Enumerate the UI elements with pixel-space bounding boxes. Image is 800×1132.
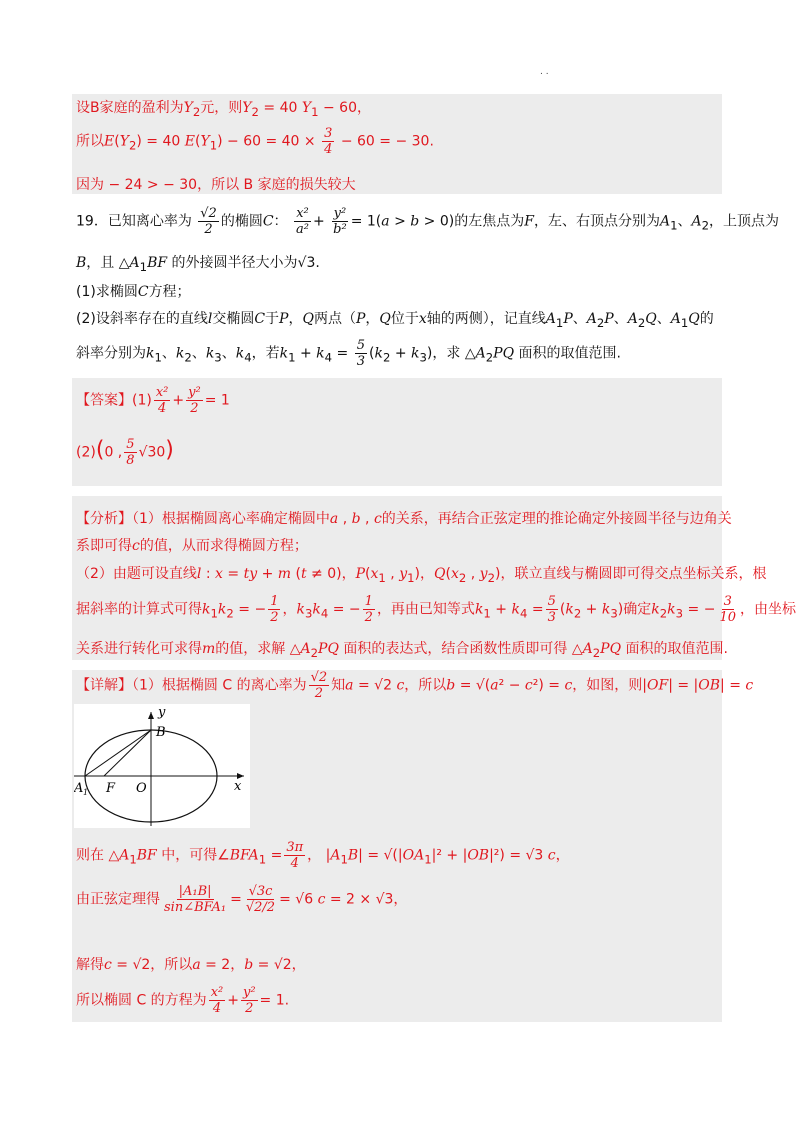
detail-line-5: 所以椭圆 C 的方程为 $\frac{\text{x²}}{4}$ + $\frac{\text{y²}}{2}$ = 1. [76,985,290,1016]
detail-line-2: 则在 $\triangle A_1BF$ 中，可得$\angle BFA_1$ = $\frac{3\pi}{4}$ ， $|A_1B| = √(|OA_1|^2 + |OB|^2) = √3$ c， [76,840,570,871]
header-dots: . . [540,67,549,77]
label-x: x [234,779,242,794]
question-19-part-2-line-2: 斜率分别为$k_1$、$k_2$、$k_3$、$k_4$，若$k_1 + k_4$ = $\frac{5}{3}$ $(k_2 + k_3)$，求 $\triangle A_2PQ$ 面积的取值范围. [76,338,621,369]
detail-line-3: 由正弦定理得 $\frac{\text{|A₁B|}}{\text{sin∠BFA₁}}$ = $\frac{√3c}{√2/2}$ = √6 c = 2 × √3， [76,884,408,915]
question-19-line-1: 19．已知离心率为 $\frac{√2}{2}$ 的椭圆C： $\frac{\text{x²}}{\text{a²}}$ + $\frac{\text{y²}}{\text{b²}}$ = 1(a > b > 0)的左焦点为F，左、右顶点分别为$A_1$、$A_2$，上顶点为 [76,206,780,237]
analysis-line-4: 据斜率的计算式可得$k_1k_2$ = − $\frac{1}{2}$ ，$k_3k_4$ = − $\frac{1}{2}$ ，再由已知等式$k_1 + k_4$ = $\frac{5}{3}$ $(k_2 + k_3)$确定$k_2k_3$ = − $\frac{3}{10}$ ，由坐标 [76,594,796,625]
answer-part-2: (2)(0 , $\frac{5}{8}$ √30) [76,437,174,468]
question-19-part-2-line-1: (2)设斜率存在的直线l交椭圆C于P，Q两点（P，Q位于x轴的两侧），记直线$A_1P$、$A_2P$、$A_2Q$、$A_1Q$的 [76,311,714,330]
label-B: B [156,725,166,740]
analysis-line-2: 系即可得c的值，从而求得椭圆方程； [76,538,308,554]
label-y: y [158,705,166,720]
solution-line-1: 设B家庭的盈利为$Y_2$元，则$Y_2 = 40$ $Y_1 - 60$， [76,100,371,119]
question-19-part-1: (1)求椭圆C方程； [76,284,191,300]
solution-line-3: 因为 − 24 > − 30，所以 B 家庭的损失较大 [76,177,356,193]
analysis-line-3: （2）由题可设直线l : x = ty + m (t ≠ 0)，$P(x_1$ , $y_1$)，$Q(x_2$ , $y_2$)，联立直线与椭圆即可得交点坐标关系，根 [76,566,767,585]
label-A1: A [74,781,84,796]
label-A1-subscript: 1 [83,788,89,797]
solution-line-2: 所以$E(Y_2) = 40$ $E(Y_1) - 60 = 40$ × $\frac{3}{4}$ − 60 = − 30. [76,126,434,157]
answer-part-1: 【答案】(1) $\frac{\text{x²}}{4}$ + $\frac{\text{y²}}{2}$ = 1 [76,385,230,416]
detail-line-4: 解得c = √2，所以a = 2，b = √2， [76,957,306,973]
label-O: O [136,781,147,796]
analysis-line-1: 【分析】（1）根据椭圆离心率确定椭圆中a , b , c的关系，再结合正弦定理的推论确定外接圆半径与边角关 [76,511,732,527]
analysis-line-5: 关系进行转化可求得m的值，求解 $\triangle A_2PQ$ 面积的表达式，结合函数性质即可得 $\triangle A_2PQ$ 面积的取值范围. [76,641,728,660]
label-F: F [106,781,116,796]
ellipse-figure [74,704,250,828]
detail-line-1: 【详解】（1）根据椭圆 C 的离心率为 $\frac{√2}{2}$ 知a = √2 c，所以b = √(a² − c²) = c，如图，则|OF| = |OB| = c [76,670,754,701]
figure-background [74,704,250,828]
question-19-line-2: B，且 $\triangle A_1BF$ 的外接圆半径大小为√3. [76,255,320,274]
